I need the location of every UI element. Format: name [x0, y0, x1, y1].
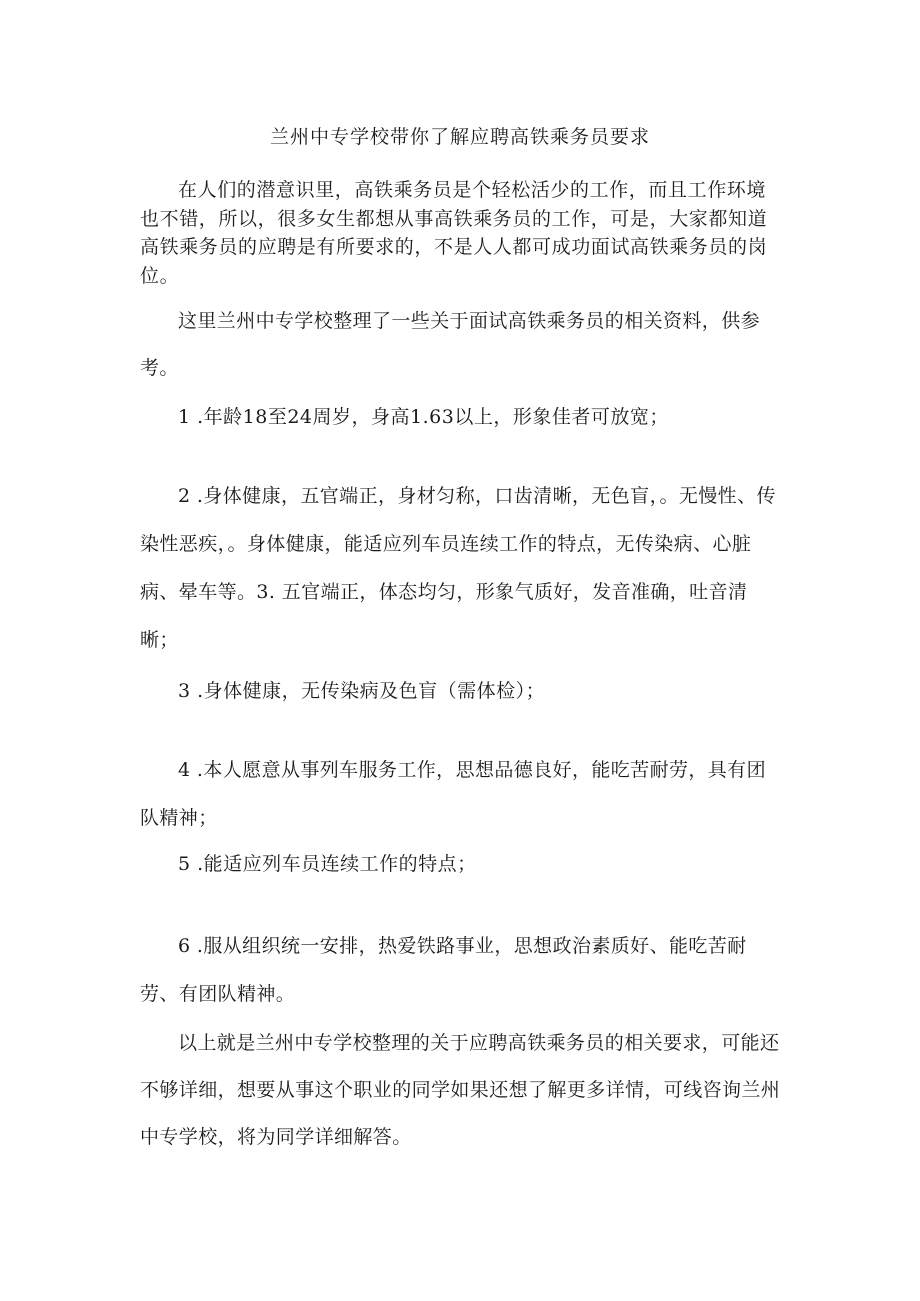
- requirement-item-5: 5 .能适应列车员连续工作的特点；: [178, 853, 477, 875]
- requirement-item-3: 3 .身体健康，无传染病及色盲（需体检）；: [178, 680, 546, 702]
- document-title: 兰州中专学校带你了解应聘高铁乘务员要求: [269, 126, 650, 148]
- requirement-item-2: 2 .身体健康，五官端正，身材匀称，口齿清晰，无色盲，。无慢性、传染性恶疾，。身体健康，能适应列车员连续工作的特点，无传染病、心脏病、晕车等。3. 五官端正，体态均匀，形象气质好，发音准确，吐音清晰；: [140, 485, 776, 651]
- requirement-item-6: 6 .服从组织统一安排，热爱铁路事业，思想政治素质好、能吃苦耐劳、有团队精神。: [140, 935, 747, 1005]
- intro-paragraph-1: 在人们的潜意识里，高铁乘务员是个轻松活少的工作，而且工作环境也不错，所以，很多女生都想从事高铁乘务员的工作，可是，大家都知道高铁乘务员的应聘是有所要求的，不是人人都可成功面试高铁乘务员的岗位。: [140, 179, 768, 287]
- requirement-item-1: 1 .年龄18至24周岁，身高1.63以上，形象佳者可放宽；: [178, 406, 669, 428]
- requirement-item-4: 4 .本人愿意从事列车服务工作，思想品德良好，能吃苦耐劳，具有团队精神；: [140, 759, 766, 829]
- closing-paragraph: 以上就是兰州中专学校整理的关于应聘高铁乘务员的相关要求，可能还不够详细，想要从事这个职业的同学如果还想了解更多详情，可线咨询兰州中专学校，将为同学详细解答。: [140, 1032, 781, 1148]
- intro-paragraph-2: 这里兰州中专学校整理了一些关于面试高铁乘务员的相关资料，供参考。: [140, 310, 761, 379]
